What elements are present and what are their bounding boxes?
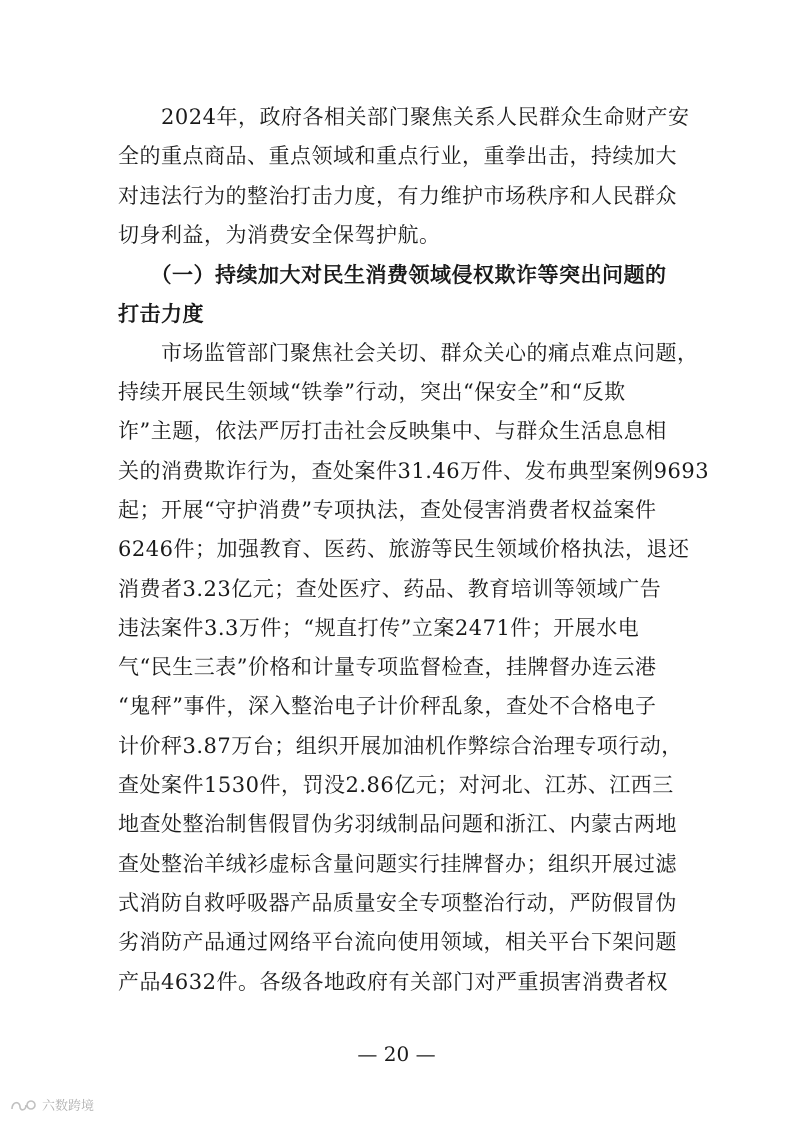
document-body — [118, 98, 710, 1002]
paragraph-line: 关的消费欺诈行为，查处案件31.46万件、发布典型案例9693 — [118, 458, 710, 483]
paragraph-line: 气“民生三表”价格和计量专项监督检查，挂牌督办连云港 — [118, 655, 657, 680]
paragraph-line: 2024年，政府各相关部门聚焦关系人民群众生命财产安 — [118, 105, 690, 129]
brand-logo-icon — [10, 1097, 38, 1113]
paragraph-line: 计价秤3.87万台；组织开展加油机作弊综合治理专项行动， — [118, 733, 683, 758]
paragraph-line: 查处整治羊绒衫虚标含量问题实行挂牌督办；组织开展过滤 — [118, 851, 677, 876]
paragraph-line: 起；开展“守护消费”专项执法，查处侵害消费者权益案件 — [118, 497, 657, 522]
paragraph-line: 地查处整治制售假冒伪劣羽绒制品问题和浙江、内蒙古两地 — [118, 812, 677, 837]
section-heading-line: （一）持续加大对民生消费领域侵权欺诈等突出问题的 — [118, 262, 667, 288]
paragraph-line: 市场监管部门聚焦社会关切、群众关心的痛点难点问题， — [118, 340, 699, 365]
section-heading-line: 打击力度 — [118, 301, 204, 327]
paragraph-line: 切身利益，为消费安全保驾护航。 — [118, 222, 441, 247]
paragraph-line: 全的重点商品、重点领域和重点行业，重拳出击，持续加大 — [118, 144, 677, 169]
page-number: — 20 — — [357, 1042, 436, 1066]
paragraph-line: 持续开展民生领域“铁拳”行动，突出“保安全”和“反欺 — [118, 380, 626, 405]
paragraph-line: 对违法行为的整治打击力度，有力维护市场秩序和人民群众 — [118, 183, 677, 208]
paragraph-line: 诈”主题，依法严厉打击社会反映集中、与群众生活息息相 — [118, 419, 667, 444]
paragraph-line: 违法案件3.3万件；“规直打传”立案2471件；开展水电 — [118, 615, 640, 640]
paragraph-line: 消费者3.23亿元；查处医疗、药品、教育培训等领域广告 — [118, 576, 662, 601]
paragraph-line: 6246件；加强教育、医药、旅游等民生领域价格执法，退还 — [118, 537, 690, 562]
paragraph-line: 式消防自救呼吸器产品质量安全专项整治行动，严防假冒伪 — [118, 890, 677, 915]
paragraph-line: 查处案件1530件，罚没2.86亿元；对河北、江苏、江西三 — [118, 773, 674, 798]
watermark — [10, 1095, 94, 1114]
watermark-text: 六数跨境 — [42, 1099, 95, 1114]
paragraph-line: “鬼秤”事件，深入整治电子计价秤乱象，查处不合格电子 — [118, 694, 657, 719]
paragraph-line: 劣消防产品通过网络平台流向使用领域，相关平台下架问题 — [118, 930, 677, 955]
paragraph-line: 产品4632件。各级各地政府有关部门对严重损害消费者权 — [118, 969, 668, 994]
